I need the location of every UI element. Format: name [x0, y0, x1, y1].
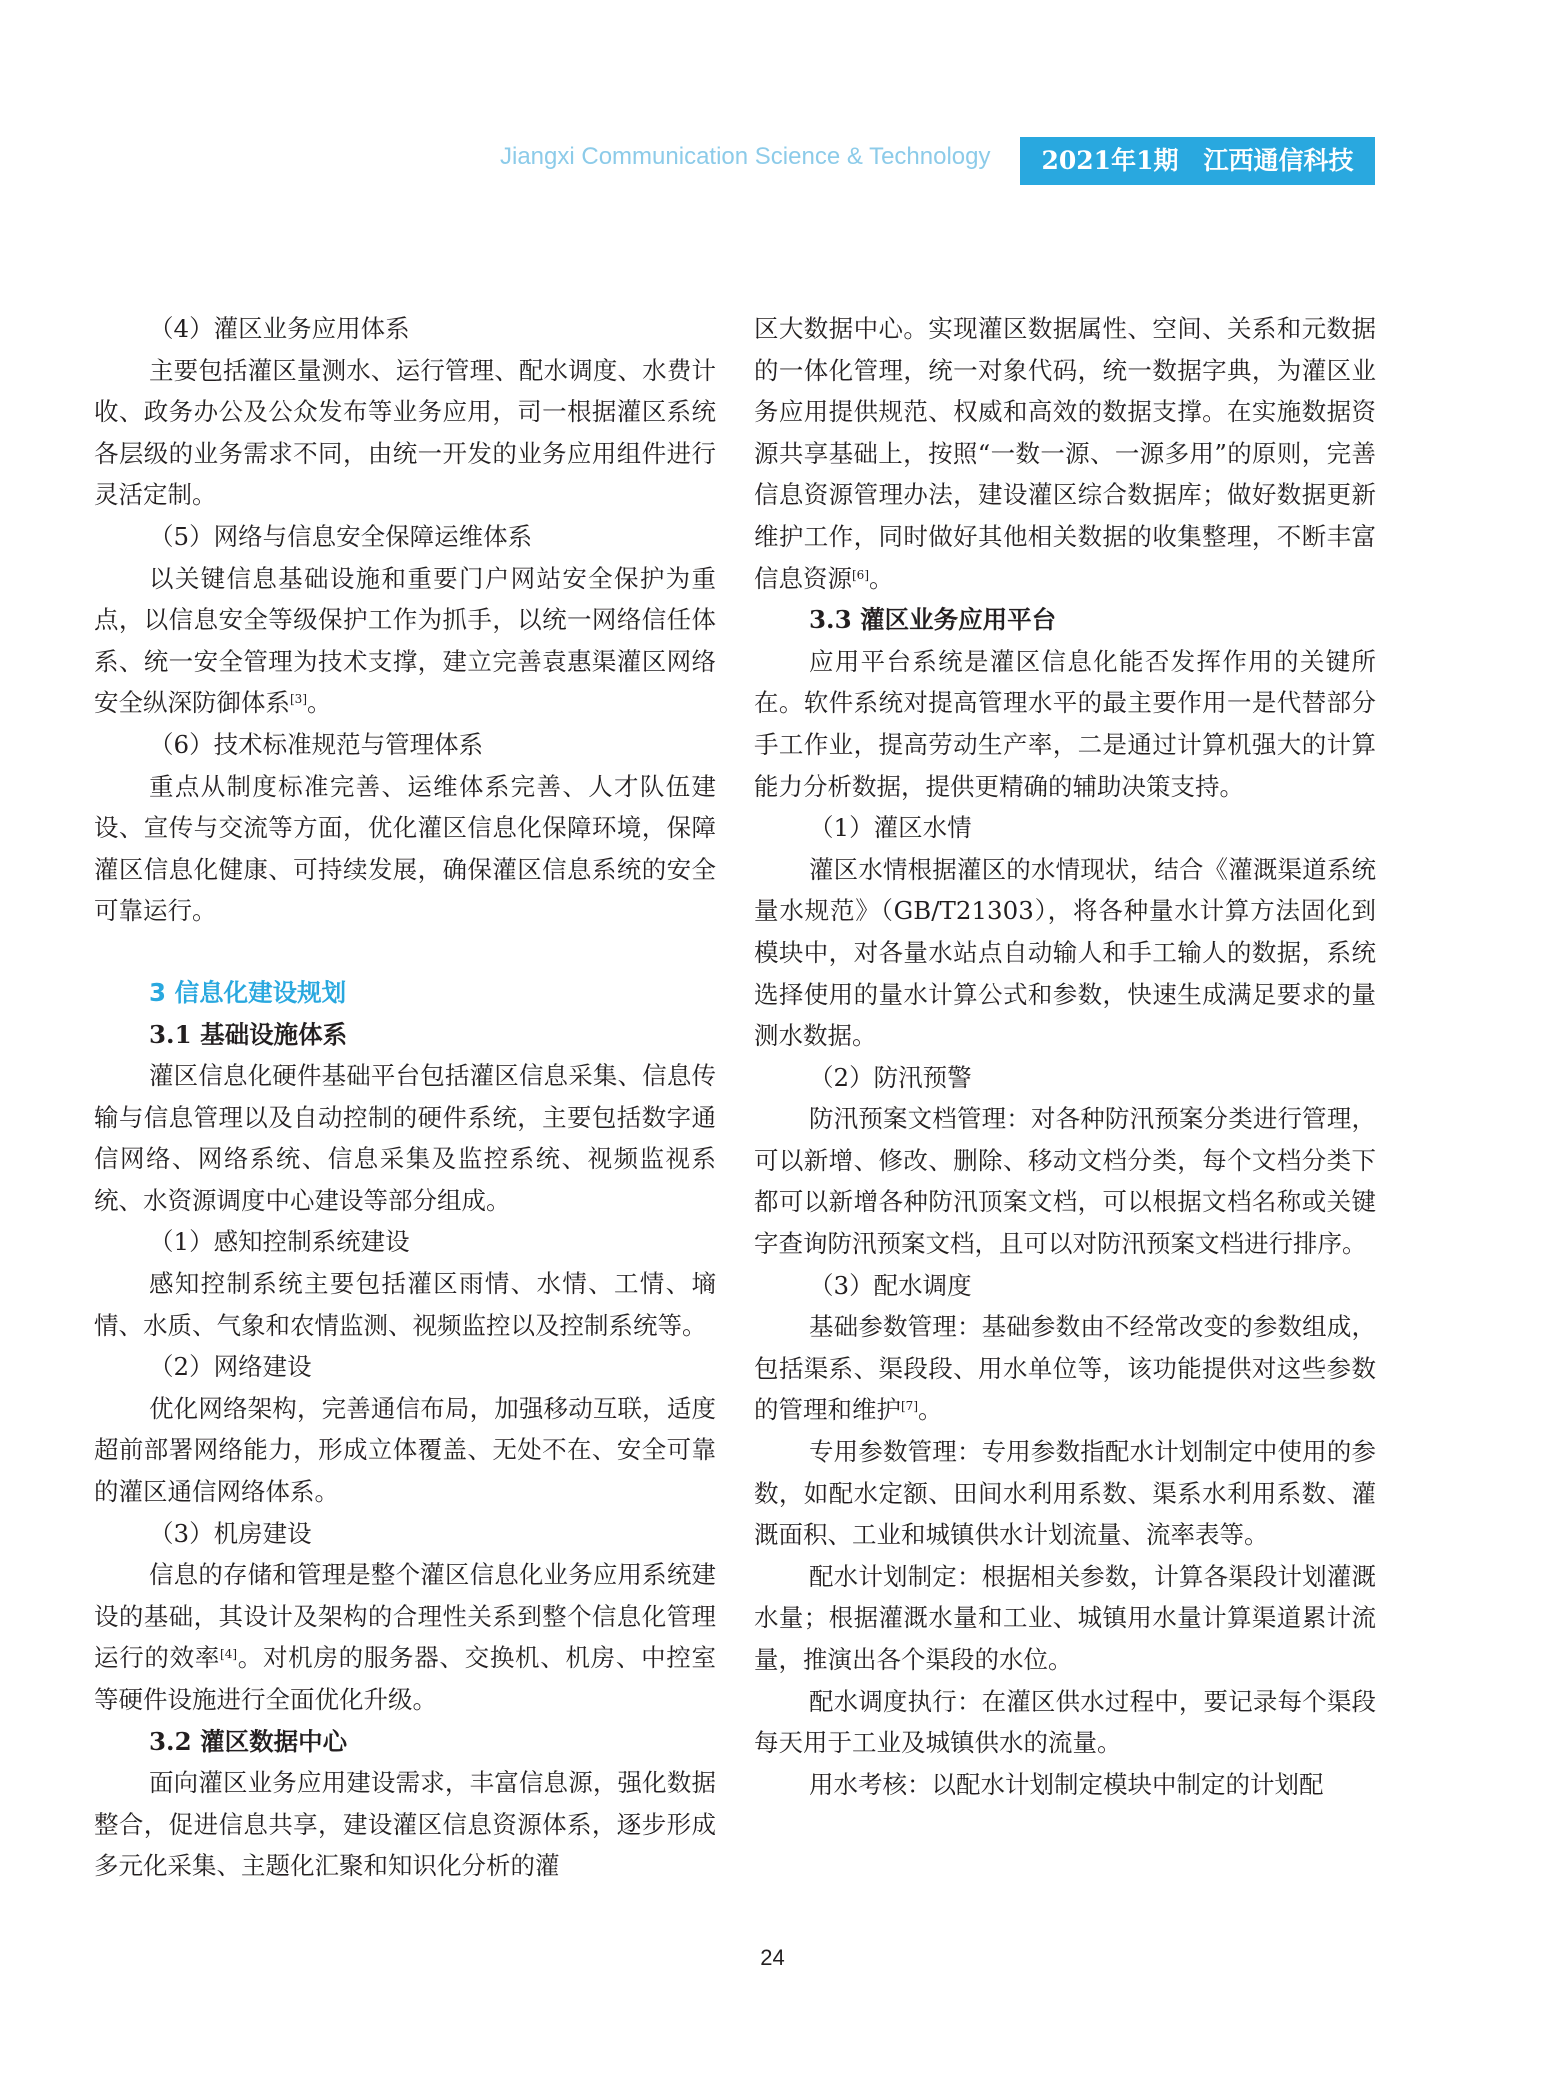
paragraph: 灌区水情根据灌区的水情现状，结合《灌溉渠道系统量水规范》（GB/T21303），将各种量水计算方法固化到模块中，对各量水站点自动输人和手工输人的数据，系统选择使用的量水计算公式和参数，快速生成满足要求的量测水数据。: [754, 854, 1376, 1051]
page-header: [0, 137, 1545, 185]
page-number: 24: [760, 1945, 785, 1970]
paragraph: [754, 308, 1376, 599]
subheading: （1）感知控制系统建设: [149, 1227, 410, 1257]
paragraph: 防汛预案文档管理：对各种防汛预案分类进行管理，可以新增、修改、删除、移动文档分类，每个文档分类下都可以新增各种防汛顶案文档，可以根据文档名称或关键字查询防汛预案文档，且可以对防汛预案文档进行排序。: [754, 1104, 1376, 1259]
paragraph: 优化网络架构，完善通信布局，加强移动互联，适度超前部署网络能力，形成立体覆盖、无处不在、安全可靠的灌区通信网络体系。: [94, 1393, 716, 1507]
subheading: （3）机房建设: [149, 1518, 312, 1548]
subsection-heading: 3.1 基础设施体系: [149, 1019, 348, 1049]
paragraph: 专用参数管理：专用参数指配水计划制定中使用的参数，如配水定额、田间水利用系数、渠系水利用系数、灌溉面积、工业和城镇供水计划流量、流率表等。: [754, 1437, 1376, 1550]
paragraph-end: 。: [307, 688, 332, 718]
paragraph-text: 以关键信息基础设施和重要门户网站安全保护为重点，以信息安全等级保护工作为抓手，以统一网络信任体系、统一安全管理为技术支撑，建立完善袁惠渠灌区网络安全纵深防御体系: [94, 563, 716, 718]
section-heading: 3 信息化建设规划: [149, 977, 347, 1007]
paragraph: 感知控制系统主要包括灌区雨情、水情、工情、墒情、水质、气象和农情监测、视频监控以及控制系统等。: [94, 1269, 716, 1340]
section-gap: [94, 932, 716, 972]
subheading: （5）网络与信息安全保障运维体系: [149, 521, 533, 551]
journal-english-title: Jiangxi Communication Science & Technology: [500, 143, 991, 170]
paragraph-text: 基础参数管理：基础参数由不经常改变的参数组成，包括渠系、渠段段、用水单位等，该功能提供对这些参数的管理和维护: [754, 1312, 1376, 1425]
paragraph-end: 。对机房的服务器、交换机、机房、中控室等硬件设施进行全面优化升级。: [94, 1643, 717, 1714]
right-column: [754, 308, 1376, 1805]
paragraph: 主要包括灌区量测水、运行管理、配水调度、水费计收、政务办公及公众发布等业务应用，司一根据灌区系统各层级的业务需求不同，由统一开发的业务应用组件进行灵活定制。: [94, 355, 716, 510]
paragraph-text: 区大数据中心。实现灌区数据属性、空间、关系和元数据的一体化管理，统一对象代码，统一数据字典，为灌区业务应用提供规范、权威和高效的数据支撑。在实施数据资源共享基础上，按照“一数一源、一源多用”的原则，完善信息资源管理办法，建设灌区综合数据库；做好数据更新维护工作，同时做好其他相关数据的收集整理，不断丰富信息资源: [754, 314, 1376, 593]
paragraph-end: 。: [918, 1395, 943, 1425]
paragraph: 用水考核：以配水计划制定模块中制定的计划配: [809, 1769, 1324, 1799]
paragraph: [754, 1306, 1376, 1431]
paragraph-end: 。: [869, 563, 894, 593]
paragraph: 面向灌区业务应用建设需求，丰富信息源，强化数据整合，促进信息共享，建设灌区信息资源体系，逐步形成多元化采集、主题化汇聚和知识化分析的灌: [94, 1768, 716, 1881]
subheading: （2）防汛预警: [809, 1062, 972, 1092]
subheading: （2）网络建设: [149, 1352, 312, 1382]
paragraph-text: 信息的存储和管理是整个灌区信息化业务应用系统建设的基础，其设计及架构的合理性关系到整个信息化管理运行的效率: [94, 1560, 716, 1673]
paragraph: 重点从制度标准完善、运维体系完善、人才队伍建设、宣传与交流等方面，优化灌区信息化保障环境，保障灌区信息化健康、可持续发展，确保灌区信息系统的安全可靠运行。: [94, 771, 716, 926]
paragraph: 配水计划制定：根据相关参数，计算各渠段计划灌溉水量；根据灌溉水量和工业、城镇用水量计算渠道累计流量，推演出各个渠段的水位。: [754, 1561, 1376, 1674]
subsection-heading: 3.2 灌区数据中心: [149, 1726, 348, 1756]
subsection-heading: 3.3 灌区业务应用平台: [809, 605, 1057, 635]
citation-ref: [6]: [852, 567, 869, 582]
paragraph: 灌区信息化硬件基础平台包括灌区信息采集、信息传输与信息管理以及自动控制的硬件系统，主要包括数字通信网络、网络系统、信息采集及监控系统、视频监视系统、水资源调度中心建设等部分组成。: [94, 1061, 716, 1215]
subheading: （3）配水调度: [809, 1270, 972, 1300]
subheading: （4）灌区业务应用体系: [149, 314, 410, 343]
citation-ref: [4]: [220, 1647, 238, 1662]
left-column: [94, 308, 716, 1887]
paragraph: 配水调度执行：在灌区供水过程中，要记录每个渠段每天用于工业及城镇供水的流量。: [754, 1686, 1376, 1758]
issue-banner: 2021年1期 江西通信科技: [1020, 137, 1375, 185]
citation-ref: [7]: [901, 1399, 918, 1414]
subheading: （1）灌区水情: [809, 813, 972, 843]
subheading: （6）技术标准规范与管理体系: [149, 729, 484, 759]
paragraph: 应用平台系统是灌区信息化能否发挥作用的关键所在。软件系统对提高管理水平的最主要作用一是代替部分手工作业，提高劳动生产率，二是通过计算机强大的计算能力分析数据，提供更精确的辅助决策支持。: [754, 646, 1376, 801]
paragraph: [94, 558, 716, 724]
citation-ref: [3]: [290, 692, 307, 707]
paragraph: [94, 1554, 716, 1720]
